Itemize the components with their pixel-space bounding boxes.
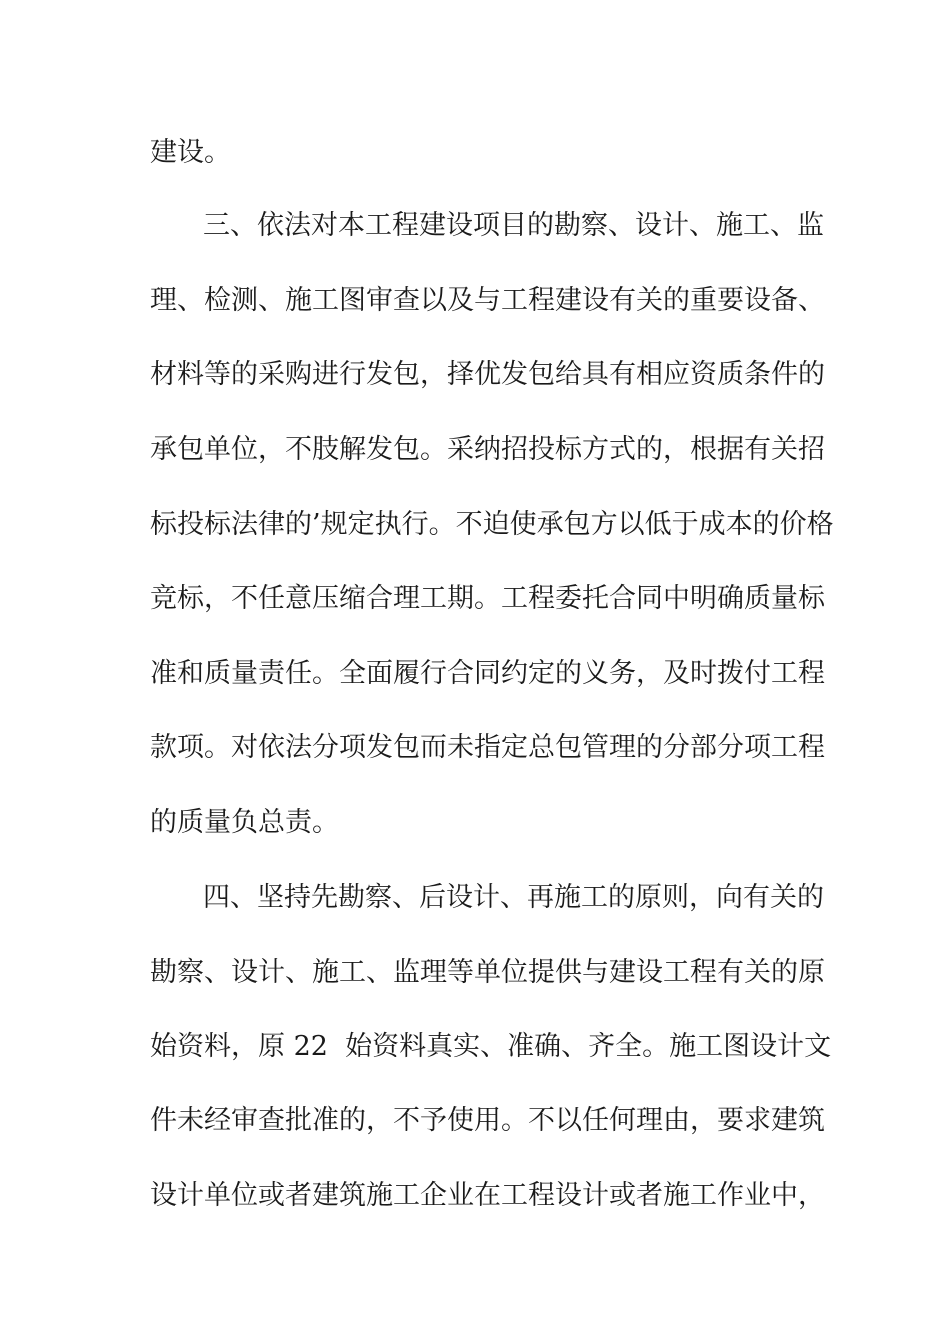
paragraph-3-start: 三、依法对本工程建设项目的勘察、设计、施工、监 xyxy=(203,210,824,241)
text-line: 设计单位或者建筑施工企业在工程设计或者施工作业中， xyxy=(150,1180,825,1211)
text-line: 承包单位，不肢解发包。采纳招投标方式的，根据有关招 xyxy=(150,434,825,465)
text-line: 竞标，不任意压缩合理工期。工程委托合同中明确质量标 xyxy=(150,583,825,614)
text-line: 勘察、设计、施工、监理等单位提供与建设工程有关的原 xyxy=(150,957,825,988)
text-line: 准和质量责任。全面履行合同约定的义务，及时拨付工程 xyxy=(150,658,825,689)
text-line: 始资料，原 22 始资料真实、准确、齐全。施工图设计文 xyxy=(150,1031,832,1062)
text-line: 的质量负总责。 xyxy=(150,807,339,838)
text-line: 标投标法律的’规定执行。不迫使承包方以低于成本的价格 xyxy=(150,509,834,540)
text-line: 理、检测、施工图审查以及与工程建设有关的重要设备、 xyxy=(150,285,825,316)
text-line: 款项。对依法分项发包而未指定总包管理的分部分项工程 xyxy=(150,732,825,763)
paragraph-4-start: 四、坚持先勘察、后设计、再施工的原则，向有关的 xyxy=(203,882,824,913)
text-line: 材料等的采购进行发包，择优发包给具有相应资质条件的 xyxy=(150,359,825,390)
text-line: 建设。 xyxy=(150,137,231,168)
text-line: 件未经审查批准的，不予使用。不以任何理由，要求建筑 xyxy=(150,1105,825,1136)
